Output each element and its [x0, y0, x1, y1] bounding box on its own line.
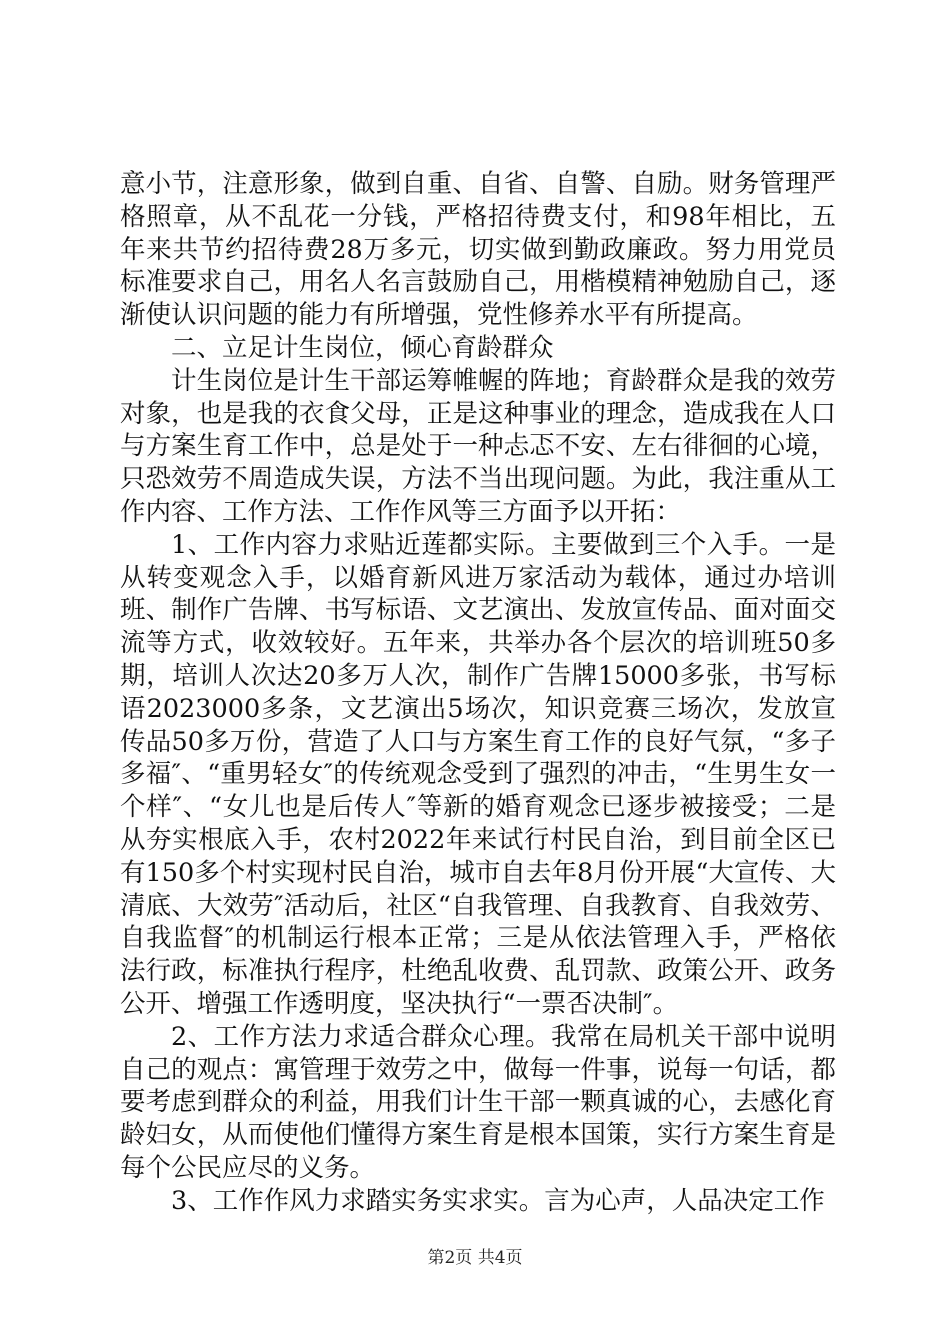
document-body [120, 168, 836, 1218]
page-number-footer: 第2页 共4页 [427, 1248, 523, 1268]
section-heading-two: 二、立足计生岗位，倾心育龄群众 [171, 332, 554, 363]
paragraph-work-style: 3、工作作风力求踏实务实求实。言为心声，人品决定工作 [171, 1185, 825, 1216]
paragraph-work-content: 1、工作内容力求贴近莲都实际。主要做到三个入手。一是从转变观念入手，以婚育新风进万家活动为载体，通过办培训班、制作广告牌、书写标语、文艺演出、发放宣传品、面对面交流等方式，收效较好。五年来，共举办各个层次的培训班50多期，培训人次达20多万人次，制作广告牌15000多张，书写标语2023000多条，文艺演出5场次，知识竞赛三场次，发放宣传品50多万份，营造了人口与方案生育工作的良好气氛，“多子多福″、“重男轻女″的传统观念受到了强烈的冲击，“生男生女一个样″、“女儿也是后传人″等新的婚育观念已逐步被接受；二是从夯实根底入手，农村2022年来试行村民自治，到目前全区已有150多个村实现村民自治，城市自去年8月份开展“大宣传、大清底、大效劳″活动后，社区“自我管理、自我教育、自我效劳、自我监督″的机制运行根本正常；三是从依法管理入手，严格依法行政，标准执行程序，杜绝乱收费、乱罚款、政策公开、政务公开、增强工作透明度，坚决执行“一票否决制″。 [120, 529, 836, 1019]
paragraph-family-planning-post: 计生岗位是计生干部运筹帷幄的阵地；育龄群众是我的效劳对象，也是我的衣食父母，正是这种事业的理念，造成我在人口与方案生育工作中，总是处于一种忐忑不安、左右徘徊的心境，只恐效劳不周造成失误，方法不当出现问题。为此，我注重从工作内容、工作方法、工作作风等三方面予以开拓： [120, 365, 836, 527]
paragraph-work-method: 2、工作方法力求适合群众心理。我常在局机关干部中说明自己的观点：寓管理于效劳之中，做每一件事，说每一句话，都要考虑到群众的利益，用我们计生干部一颗真诚的心，去感化育龄妇女，从而使他们懂得方案生育是根本国策，实行方案生育是每个公民应尽的义务。 [120, 1021, 836, 1183]
paragraph-continued-integrity: 意小节，注意形象，做到自重、自省、自警、自励。财务管理严格照章，从不乱花一分钱，严格招待费支付，和98年相比，五年来共节约招待费28万多元，切实做到勤政廉政。努力用党员标准要求自己，用名人名言鼓励自己，用楷模精神勉励自己，逐渐使认识问题的能力有所增强，党性修养水平有所提高。 [120, 169, 836, 331]
